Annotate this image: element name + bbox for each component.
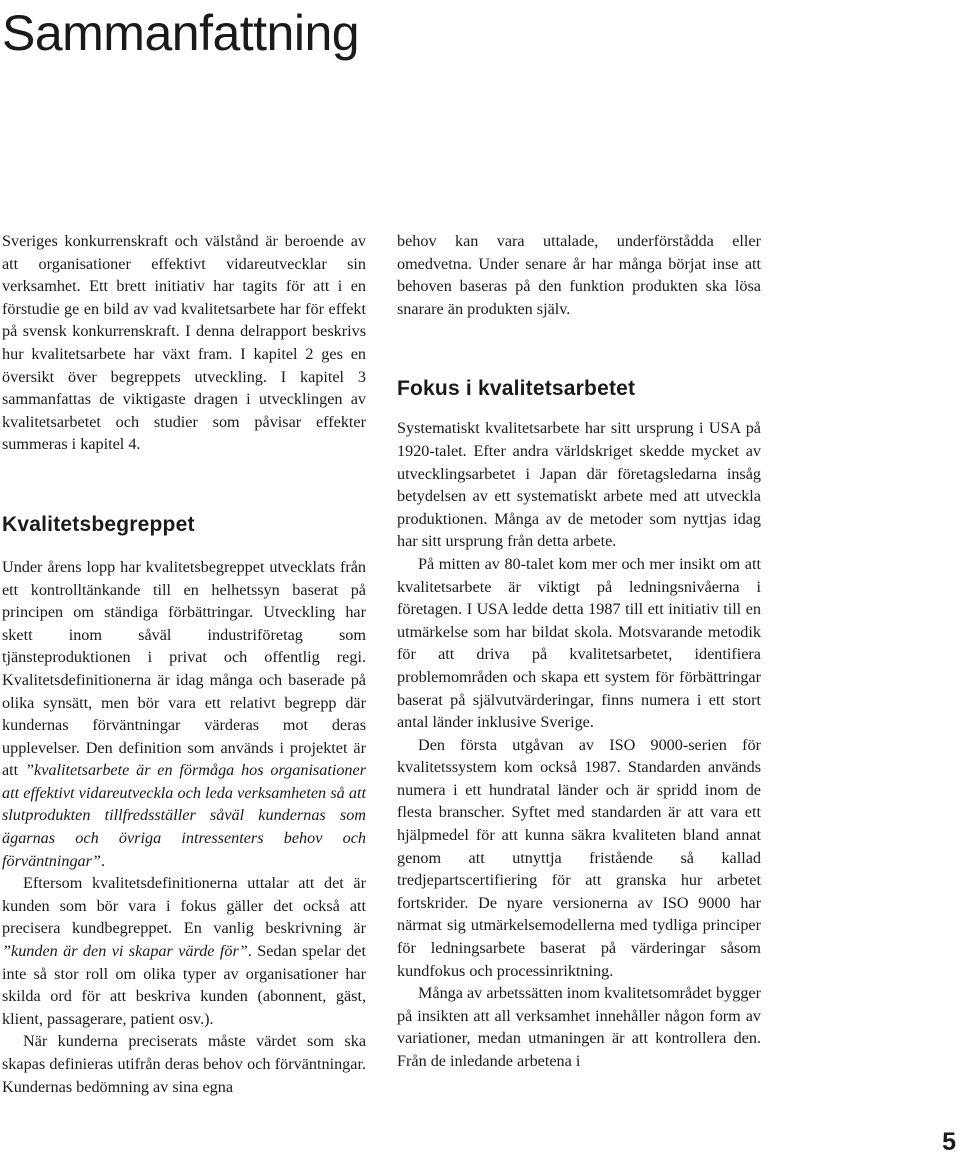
body-paragraph (2, 556, 366, 872)
body-paragraph: Systematiskt kvalitetsarbete har sitt ursprung i USA på 1920-talet. Efter andra världskriget skedde mycket av utvecklingsarbetet i Japan där företagsledarna insåg betydelsen av ett systematiskt arbete med att utveckla produktionen. Många av de metoder som nyttjas idag har sitt ursprung från detta arbete. (397, 419, 761, 551)
section-heading-fokus: Fokus i kvalitetsarbetet (397, 377, 636, 401)
body-paragraph (2, 872, 366, 1030)
intro-paragraph: Sveriges konkurrenskraft och välstånd är beroende av att organisationer effektivt vidareutvecklar sin verksamhet. Ett brett initiativ har tagits för att i en förstudie ge en bild av vad kvalitetsarbete har för effekt på svensk konkurrenskraft. I denna delrapport beskrivs hur kvalitetsarbete har växt fram. I kapitel 2 ges en översikt över begreppets utveckling. I kapitel 3 sammanfattas de viktigaste dragen i utvecklingen av kvalitetsarbetet och studier som påvisar effekter summeras i kapitel 4. (2, 232, 366, 454)
body-paragraph: När kunderna preciserats måste värdet som ska skapas definieras utifrån deras behov och förväntningar. Kundernas bedömning av sina egna (2, 1032, 366, 1096)
right-column (397, 230, 761, 1073)
body-text: . Sedan spelar det inte så stor roll om olika typer av organisationer har skilda ord för att beskriva kunden (abonnent, gäst, klient, passagerare, patient osv.). (2, 942, 366, 1028)
section-heading-kvalitetsbegreppet: Kvalitetsbegreppet (2, 512, 195, 536)
body-text: . (100, 851, 105, 870)
body-paragraph: Många av arbetssätten inom kvalitetsområdet bygger på insikten att all verksamhet innehåller någon form av variationer, medan utmaningen är att kontrollera den. Från de inledande arbetena i (397, 984, 761, 1070)
quoted-description: ”kunden är den vi skapar värde för” (2, 942, 248, 961)
body-text: Under årens lopp har kvalitetsbegreppet utvecklats från ett kontrolltänkande till en helhetssyn baserat på principen om ständiga förbättringar. Utveckling har skett inom såväl industriföretag som tjänsteproduktionen i privat och offentlig regi. Kvalitetsdefinitionerna är idag många och baserade på olika synsätt, men bör vara ett relativt begrepp där kundernas förväntningar värderas mot deras upplevelser. Den definition som används i projektet är att (2, 557, 366, 780)
body-paragraph: På mitten av 80-talet kom mer och mer insikt om att kvalitetsarbete är viktigt på ledningsnivåerna i företagen. I USA ledde detta 1987 till ett initiativ till en utmärkelse som har bildat skola. Motsvarande metodik för att driva på kvalitetsarbetet, identifiera problemområden och skapa ett system för förbättringar baserat på självutvärderingar, finns numera i ett stort antal länder inklusive Sverige. (397, 554, 761, 732)
body-paragraph: behov kan vara uttalade, underförstådda eller omedvetna. Under senare år har många börjat inse att behoven baseras på den funktion produkten ska lösa snarare än produkten själv. (397, 232, 761, 318)
page-number: 5 (942, 1128, 956, 1156)
left-column (2, 230, 366, 1098)
body-text: Eftersom kvalitetsdefinitionerna uttalar att det är kunden som bör vara i fokus gäller det också att precisera kundbegreppet. En vanlig beskrivning är (2, 874, 366, 938)
quoted-definition: ”kvalitetsarbete är en förmåga hos organisationer att effektivt vidareutveckla och leda verksamheten så att slutprodukten tillfredsställer såväl kundernas som ägarnas och övriga intressenters behov och förväntningar” (2, 761, 366, 870)
body-paragraph: Den första utgåvan av ISO 9000-serien för kvalitetssystem kom också 1987. Standarden används numera i ett hundratal länder och är spridd inom de flesta branscher. Syftet med standarden är att vara ett hjälpmedel för att kunna säkra kvaliteten bland annat genom att utnyttja fristående så kallad tredjepartscertifiering för att granska hur arbetet fortskrider. De nyare versionerna av ISO 9000 har närmat sig utmärkelsemodellerna med tydliga principer för ledningsarbete baserat på värderingar såsom kundfokus och processinriktning. (397, 735, 761, 980)
page-title: Sammanfattning (2, 5, 360, 61)
